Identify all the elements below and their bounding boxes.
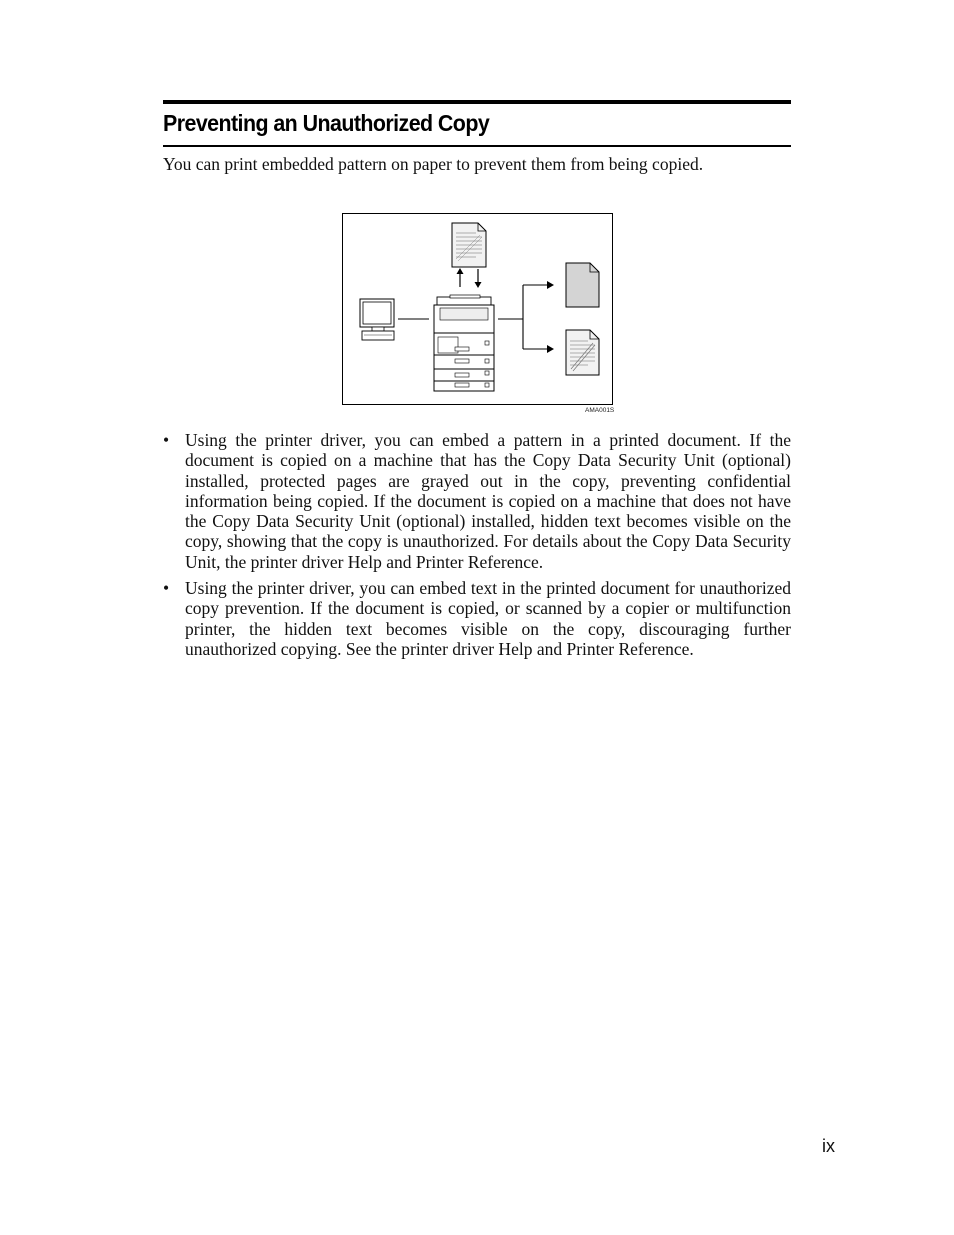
computer-icon bbox=[360, 299, 394, 340]
bullet-text: Using the printer driver, you can embed a pattern in a printed document. If the document is copied on a machine that has the Copy Data Security Unit (optional) installed, protected pages are grayed out in the copy, preventing confidential information being copied. If the document is copied on a machine that does not have the Copy Data Security Unit (optional) installed, hidden text becomes visible on the copy, showing that the copy is unauthorized. For details about the Copy Data Security Unit, the printer driver Help and Printer Reference. bbox=[185, 430, 791, 572]
document-with-hidden-text-icon bbox=[566, 330, 599, 375]
intro-paragraph: You can print embedded pattern on paper to prevent them from being copied. bbox=[163, 154, 704, 174]
bullet-list bbox=[163, 430, 791, 665]
figure-code: AMA001S bbox=[585, 407, 615, 414]
copier-icon bbox=[434, 295, 494, 391]
section-title: Preventing an Unauthorized Copy bbox=[163, 110, 490, 136]
bullet-marker: • bbox=[163, 430, 170, 450]
bullet-text: Using the printer driver, you can embed text in the printed document for unauthorized copy prevention. If the document is copied, or scanned by a copier or multifunction printer, the hidden text becomes visible on the copy, discouraging further unauthorized copying. See the printer driver Help and Printer Reference. bbox=[185, 578, 791, 659]
list-item bbox=[163, 578, 791, 659]
bullet-marker: • bbox=[163, 578, 170, 599]
page-number: ix bbox=[822, 1136, 835, 1156]
list-item bbox=[163, 430, 791, 572]
grayed-page-icon bbox=[566, 263, 599, 307]
section-top-rule bbox=[163, 100, 791, 104]
document-with-pattern-icon bbox=[452, 223, 486, 267]
section-bottom-rule bbox=[163, 145, 791, 147]
copy-prevention-diagram bbox=[342, 213, 613, 405]
